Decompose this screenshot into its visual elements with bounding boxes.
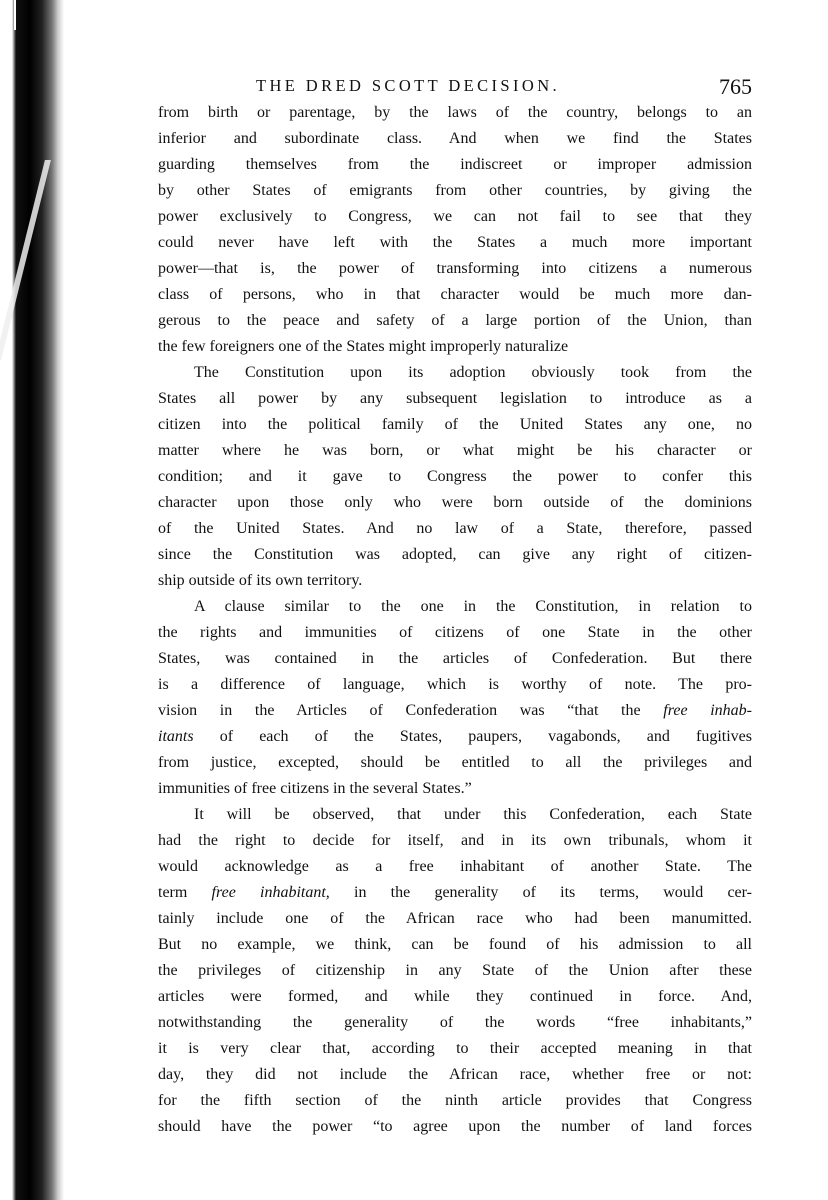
text-line <box>158 702 752 728</box>
text-line: is a difference of language, which is worthy of note. The pro- <box>158 676 752 693</box>
text-line: States, was contained in the articles of Confederation. But there <box>158 650 752 667</box>
running-head <box>158 70 752 104</box>
body-text <box>158 104 752 1144</box>
text-line: of the United States. And no law of a State, therefore, passed <box>158 520 752 537</box>
italic-phrase: free inhab- <box>663 702 753 719</box>
text-line: character upon those only who were born outside of the dominions <box>158 494 752 511</box>
text-line: citizen into the political family of the United States any one, no <box>158 416 752 433</box>
text-line: notwithstanding the generality of the words “free inhabitants,” <box>158 1014 752 1031</box>
italic-phrase: itants <box>158 728 194 745</box>
text-line: the privileges of citizenship in any State of the Union after these <box>158 962 752 979</box>
text-line: But no example, we think, can be found of his admission to all <box>158 936 752 953</box>
text-line: matter where he was born, or what might be his character or <box>158 442 752 459</box>
text-line: from justice, excepted, should be entitled to all the privileges and <box>158 754 752 771</box>
text-line: It will be observed, that under this Confederation, each State <box>194 806 752 823</box>
text-line: guarding themselves from the indiscreet or improper admission <box>158 156 752 173</box>
text-line: class of persons, who in that character would be much more dan- <box>158 286 752 303</box>
text-line: power—that is, the power of transforming into citizens a numerous <box>158 260 752 277</box>
italic-phrase: free inhabitant, <box>211 884 330 901</box>
text-line: by other States of emigrants from other countries, by giving the <box>158 182 752 199</box>
running-title: THE DRED SCOTT DECISION. <box>256 76 561 95</box>
text-line: tainly include one of the African race who had been manumitted. <box>158 910 752 927</box>
text-segment: in the generality of its terms, would cer- <box>329 884 752 901</box>
text-segment: term <box>158 884 212 901</box>
text-segment: vision in the Articles of Confederation was “that the <box>158 702 664 719</box>
text-line <box>158 728 752 754</box>
paragraph-1 <box>158 104 752 364</box>
page-number: 765 <box>719 74 752 99</box>
paragraph-3 <box>158 598 752 806</box>
text-line: from birth or parentage, by the laws of the country, belongs to an <box>158 104 752 121</box>
text-line: inferior and subordinate class. And when we find the States <box>158 130 752 147</box>
text-line: gerous to the peace and safety of a large portion of the Union, than <box>158 312 752 329</box>
text-line: since the Constitution was adopted, can give any right of citizen- <box>158 546 752 563</box>
text-line: the rights and immunities of citizens of one State in the other <box>158 624 752 641</box>
text-line: it is very clear that, according to their accepted meaning in that <box>158 1040 752 1057</box>
text-line: condition; and it gave to Congress the power to confer this <box>158 468 752 485</box>
text-line: day, they did not include the African race, whether free or not: <box>158 1066 752 1083</box>
text-line: the few foreigners one of the States might improperly naturalize <box>158 338 569 355</box>
text-line: would acknowledge as a free inhabitant of another State. The <box>158 858 752 875</box>
text-line: could never have left with the States a much more important <box>158 234 752 251</box>
text-line: A clause similar to the one in the Constitution, in relation to <box>194 598 752 615</box>
text-segment: of each of the States, paupers, vagabonds, and fugitives <box>193 728 752 745</box>
text-line: articles were formed, and while they continued in force. And, <box>158 988 752 1005</box>
text-line: power exclusively to Congress, we can not fail to see that they <box>158 208 752 225</box>
text-line: States all power by any subsequent legislation to introduce as a <box>158 390 752 407</box>
text-line: ship outside of its own territory. <box>158 572 363 589</box>
text-line: should have the power “to agree upon the number of land forces <box>158 1118 752 1135</box>
text-line <box>158 884 752 910</box>
text-line: had the right to decide for itself, and in its own tribunals, whom it <box>158 832 752 849</box>
book-page <box>158 70 752 1144</box>
text-line: for the fifth section of the ninth article provides that Congress <box>158 1092 752 1109</box>
text-line: The Constitution upon its adoption obviously took from the <box>194 364 752 381</box>
paragraph-4 <box>158 806 752 1144</box>
paragraph-2 <box>158 364 752 598</box>
text-line: immunities of free citizens in the several States.” <box>158 780 472 797</box>
book-binding-gutter <box>0 0 64 1200</box>
